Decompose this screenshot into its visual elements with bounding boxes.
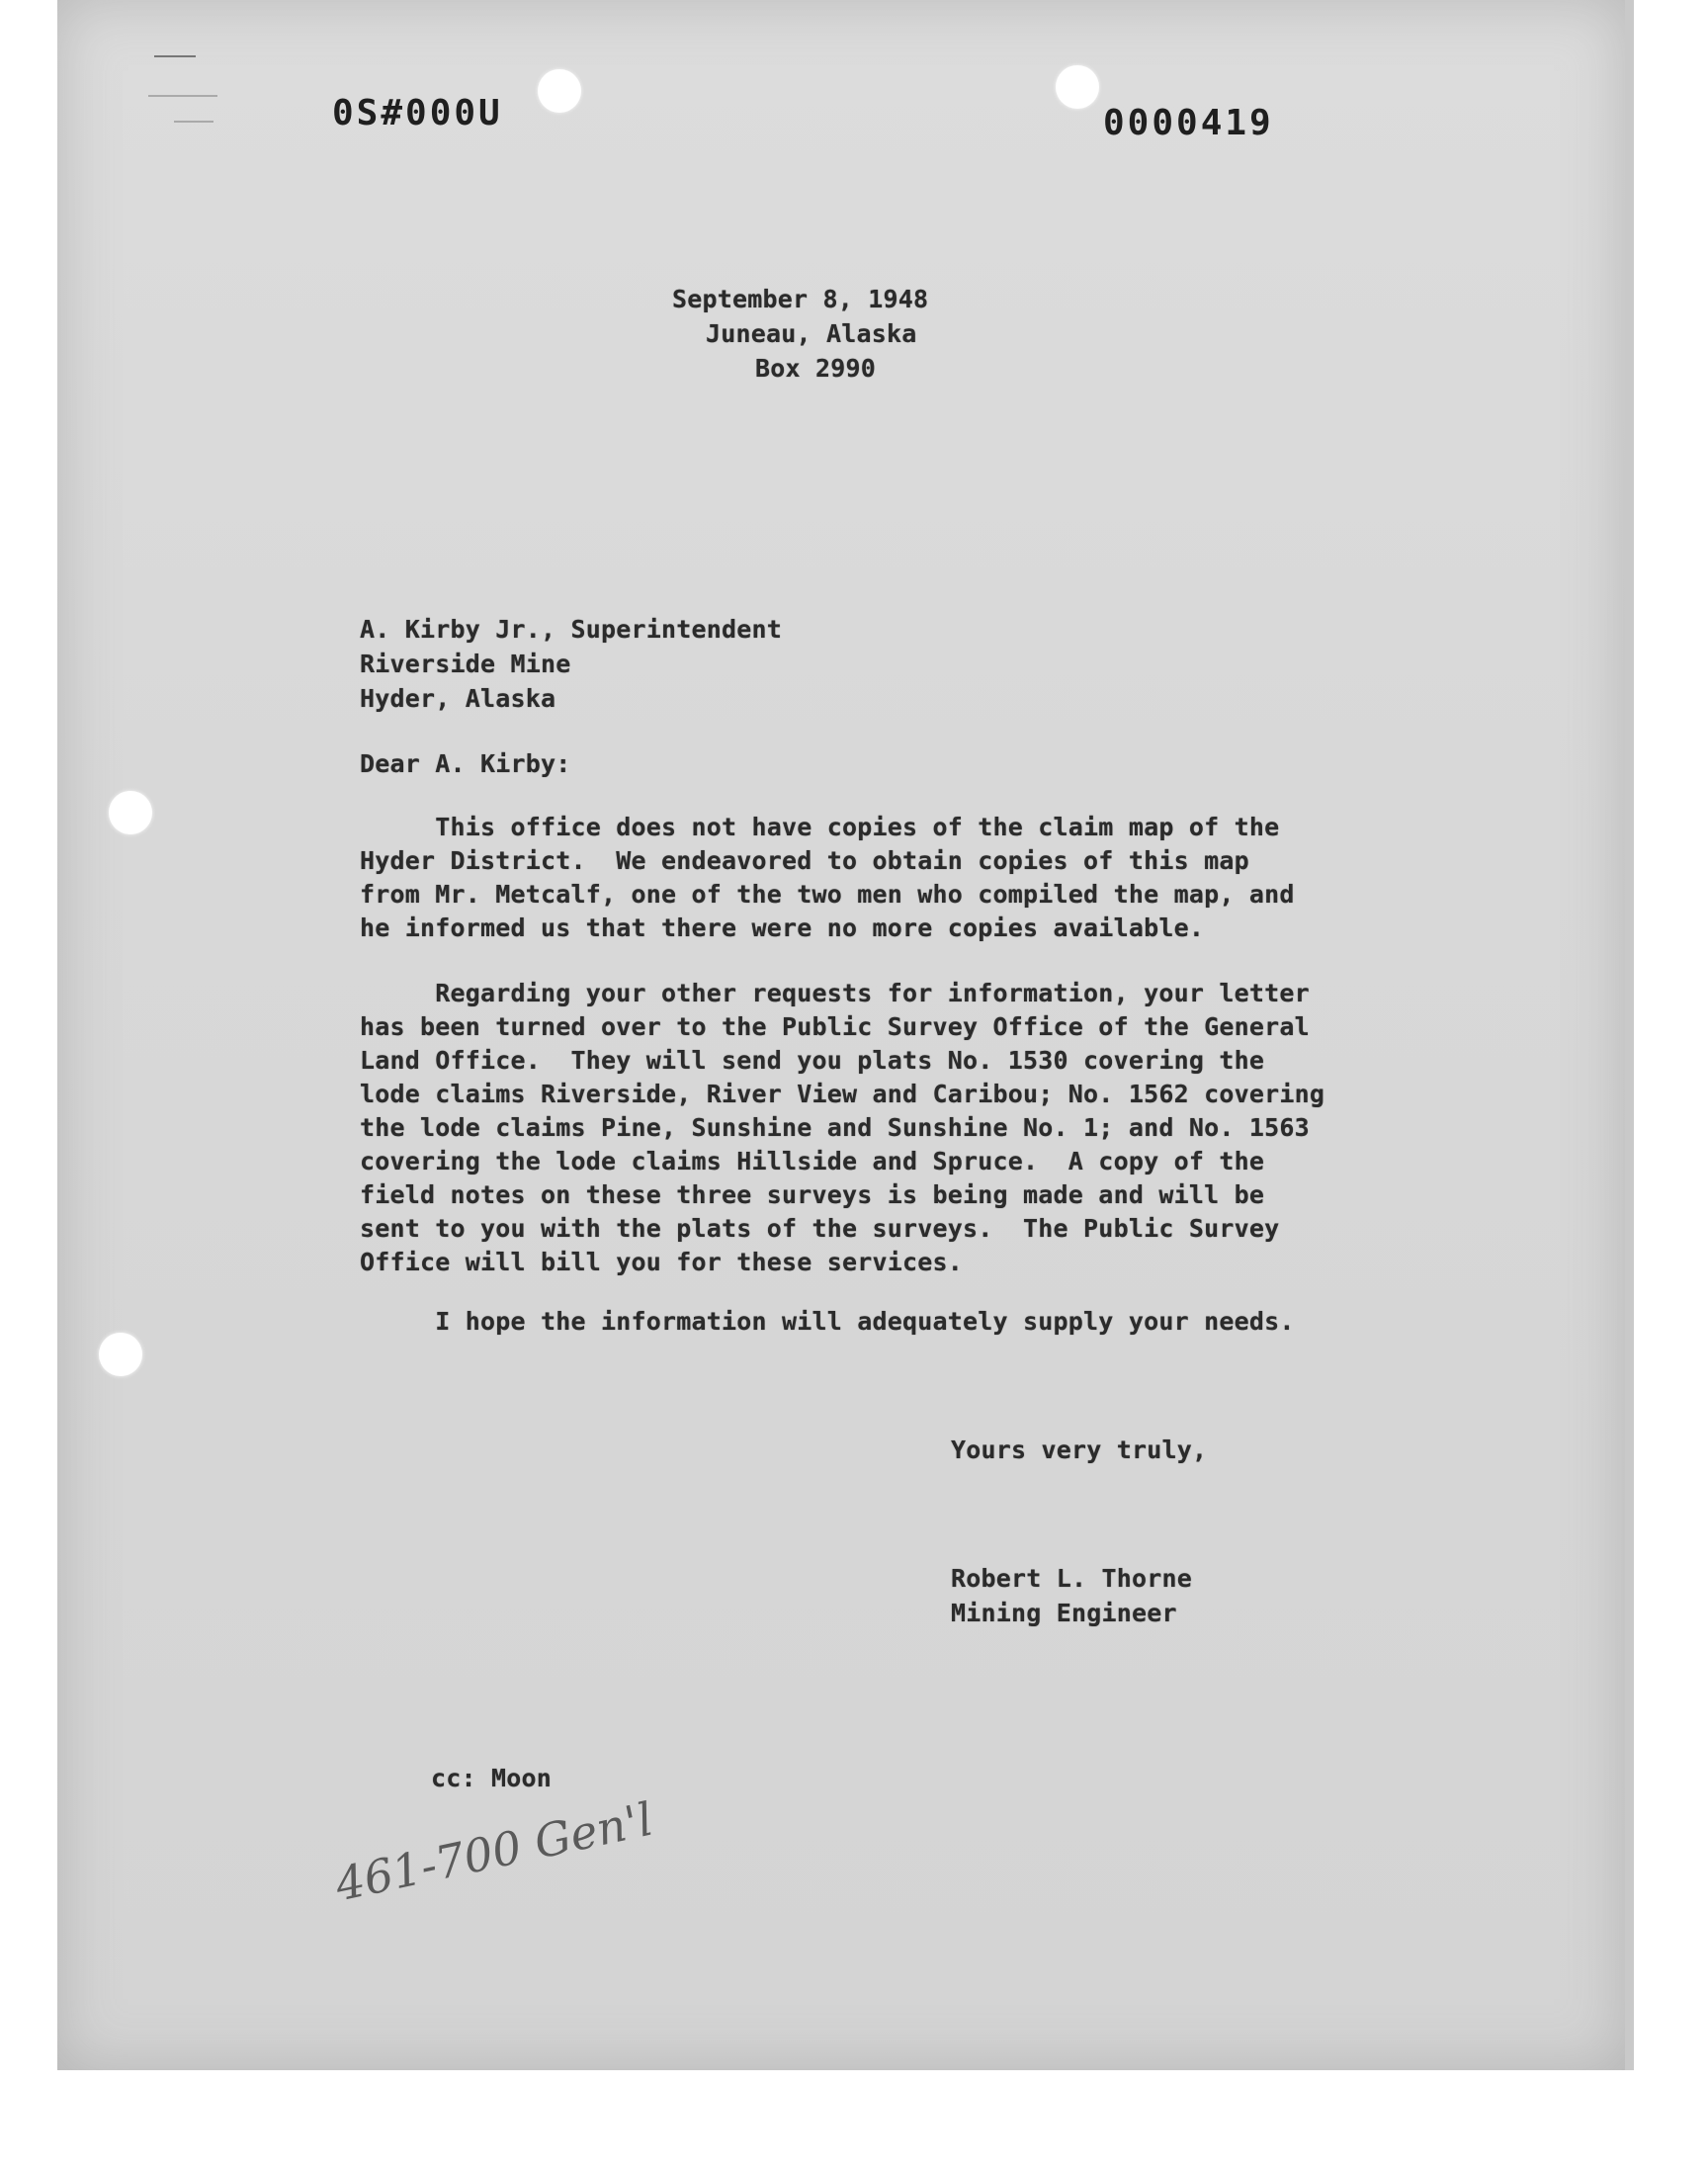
punch-hole-left-upper: [109, 791, 152, 834]
paragraph-line: he informed us that there were no more copies available.: [360, 914, 1205, 942]
paragraph-line: the lode claims Pine, Sunshine and Sunshine No. 1; and No. 1563: [360, 1113, 1310, 1142]
recipient-mine: Riverside Mine: [360, 650, 571, 678]
document-number-right: 0000419: [1103, 103, 1274, 143]
recipient-name: A. Kirby Jr., Superintendent: [360, 615, 783, 644]
closing: Yours very truly,: [951, 1436, 1208, 1464]
paragraph-line: This office does not have copies of the claim map of the: [360, 813, 1280, 841]
paragraph-line: field notes on these three surveys is being made and will be: [360, 1180, 1265, 1209]
paragraph-line: sent to you with the plats of the surveys. The Public Survey: [360, 1214, 1280, 1243]
handwritten-file-note: 461-700 Gen'l: [330, 1791, 658, 1912]
paragraph-line: covering the lode claims Hillside and Spruce. A copy of the: [360, 1147, 1265, 1175]
document-number-left: 0S#000U: [332, 93, 503, 133]
signer-name: Robert L. Thorne: [951, 1564, 1193, 1593]
scan-mark: [174, 121, 214, 123]
scan-mark: [154, 55, 196, 57]
letter-city: Juneau, Alaska: [706, 319, 917, 348]
punch-hole-top-right: [1056, 65, 1099, 109]
paragraph-line: lode claims Riverside, River View and Caribou; No. 1562 covering: [360, 1080, 1325, 1108]
scan-mark: [148, 95, 217, 97]
paragraph-line: Office will bill you for these services.: [360, 1248, 964, 1276]
paragraph-line: Land Office. They will send you plats No. 1530 covering the: [360, 1046, 1265, 1075]
signer-title: Mining Engineer: [951, 1599, 1177, 1627]
paragraph-3: I hope the information will adequately supply your needs.: [360, 1307, 1295, 1336]
recipient-location: Hyder, Alaska: [360, 684, 556, 713]
scan-edge-strip: [1625, 0, 1634, 2070]
paragraph-line: Regarding your other requests for information, your letter: [360, 979, 1310, 1007]
punch-hole-left-lower: [99, 1333, 142, 1376]
salutation: Dear A. Kirby:: [360, 749, 571, 778]
paragraph-line: Hyder District. We endeavored to obtain copies of this map: [360, 846, 1249, 875]
paragraph-line: from Mr. Metcalf, one of the two men who compiled the map, and: [360, 880, 1295, 909]
punch-hole-top-left: [538, 69, 581, 113]
letter-date: September 8, 1948: [672, 285, 929, 313]
paragraph-line: has been turned over to the Public Survey Office of the General: [360, 1012, 1310, 1041]
cc-line: cc: Moon: [431, 1764, 553, 1792]
letter-box: Box 2990: [755, 354, 877, 383]
document-page: [57, 0, 1625, 2070]
